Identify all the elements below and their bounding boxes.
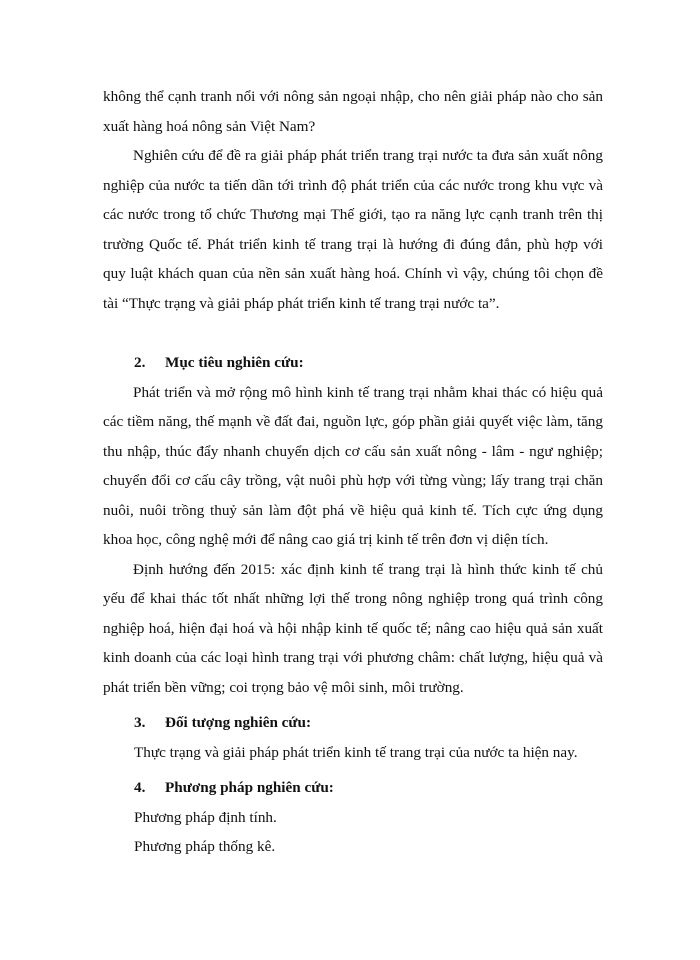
document-page [103, 82, 603, 862]
section-3-heading [103, 708, 603, 738]
section-3-paragraph-1: Thực trạng và giải pháp phát triển kinh tế trang trại của nước ta hiện nay. [134, 743, 578, 761]
section-2-title: Mục tiêu nghiên cứu: [165, 354, 304, 371]
section-3-title: Đối tượng nghiên cứu: [165, 714, 312, 731]
section-2-heading [103, 348, 603, 378]
method-item: Phương pháp định tính. [134, 808, 277, 826]
intro-paragraph: không thể cạnh tranh nổi với nông sản ngoại nhập, cho nên giải pháp nào cho sản xuất hàng hoá nông sản Việt Nam? [103, 88, 603, 135]
spacer [103, 318, 603, 348]
method-item: Phương pháp thống kê. [134, 838, 276, 855]
section-4-number: 4. [134, 779, 146, 796]
section-3-number: 3. [134, 714, 146, 731]
section-2-number: 2. [134, 354, 146, 371]
section-2-paragraph-2: Định hướng đến 2015: xác định kinh tế trang trại là hình thức kinh tế chủ yếu để khai thác tốt nhất những lợi thế trong nông nghiệp trong quá trình công nghiệp hoá, hiện đại hoá và hội nhập kinh tế quốc tế; nâng cao hiệu quả sản xuất kinh doanh của các loại hình trang trại với phương châm: chất lượng, hiệu quả và phát triển bền vững; coi trọng bảo vệ môi sinh, môi trường. [103, 560, 603, 696]
section-4-heading [103, 773, 603, 803]
research-paragraph: Nghiên cứu để đề ra giải pháp phát triển trang trại nước ta đưa sản xuất nông nghiệp của nước ta tiến dần tới trình độ phát triển của các nước trong khu vực và các nước trong tổ chức Thương mại Thế giới, tạo ra năng lực cạnh tranh trên thị trường Quốc tế. Phát triển kinh tế trang trại là hướng đi đúng đắn, phù hợp với quy luật khách quan của nền sản xuất hàng hoá. Chính vì vậy, chúng tôi chọn đề tài “Thực trạng và giải pháp phát triển kinh tế trang trại nước ta”. [103, 147, 603, 312]
section-2-paragraph-1: Phát triển và mở rộng mô hình kinh tế trang trại nhằm khai thác có hiệu quả các tiềm năng, thế mạnh về đất đai, nguồn lực, góp phần giải quyết việc làm, tăng thu nhập, thúc đẩy nhanh chuyển dịch cơ cấu sản xuất nông - lâm - ngư nghiệp; chuyển đổi cơ cấu cây trồng, vật nuôi phù hợp với từng vùng; lấy trang trại chăn nuôi, nuôi trồng thuỷ sản làm đột phá về hiệu quả kinh tế. Tích cực ứng dụng khoa học, công nghệ mới để nâng cao giá trị kinh tế trên đơn vị diện tích. [103, 383, 603, 548]
section-4-title: Phương pháp nghiên cứu: [165, 779, 334, 796]
